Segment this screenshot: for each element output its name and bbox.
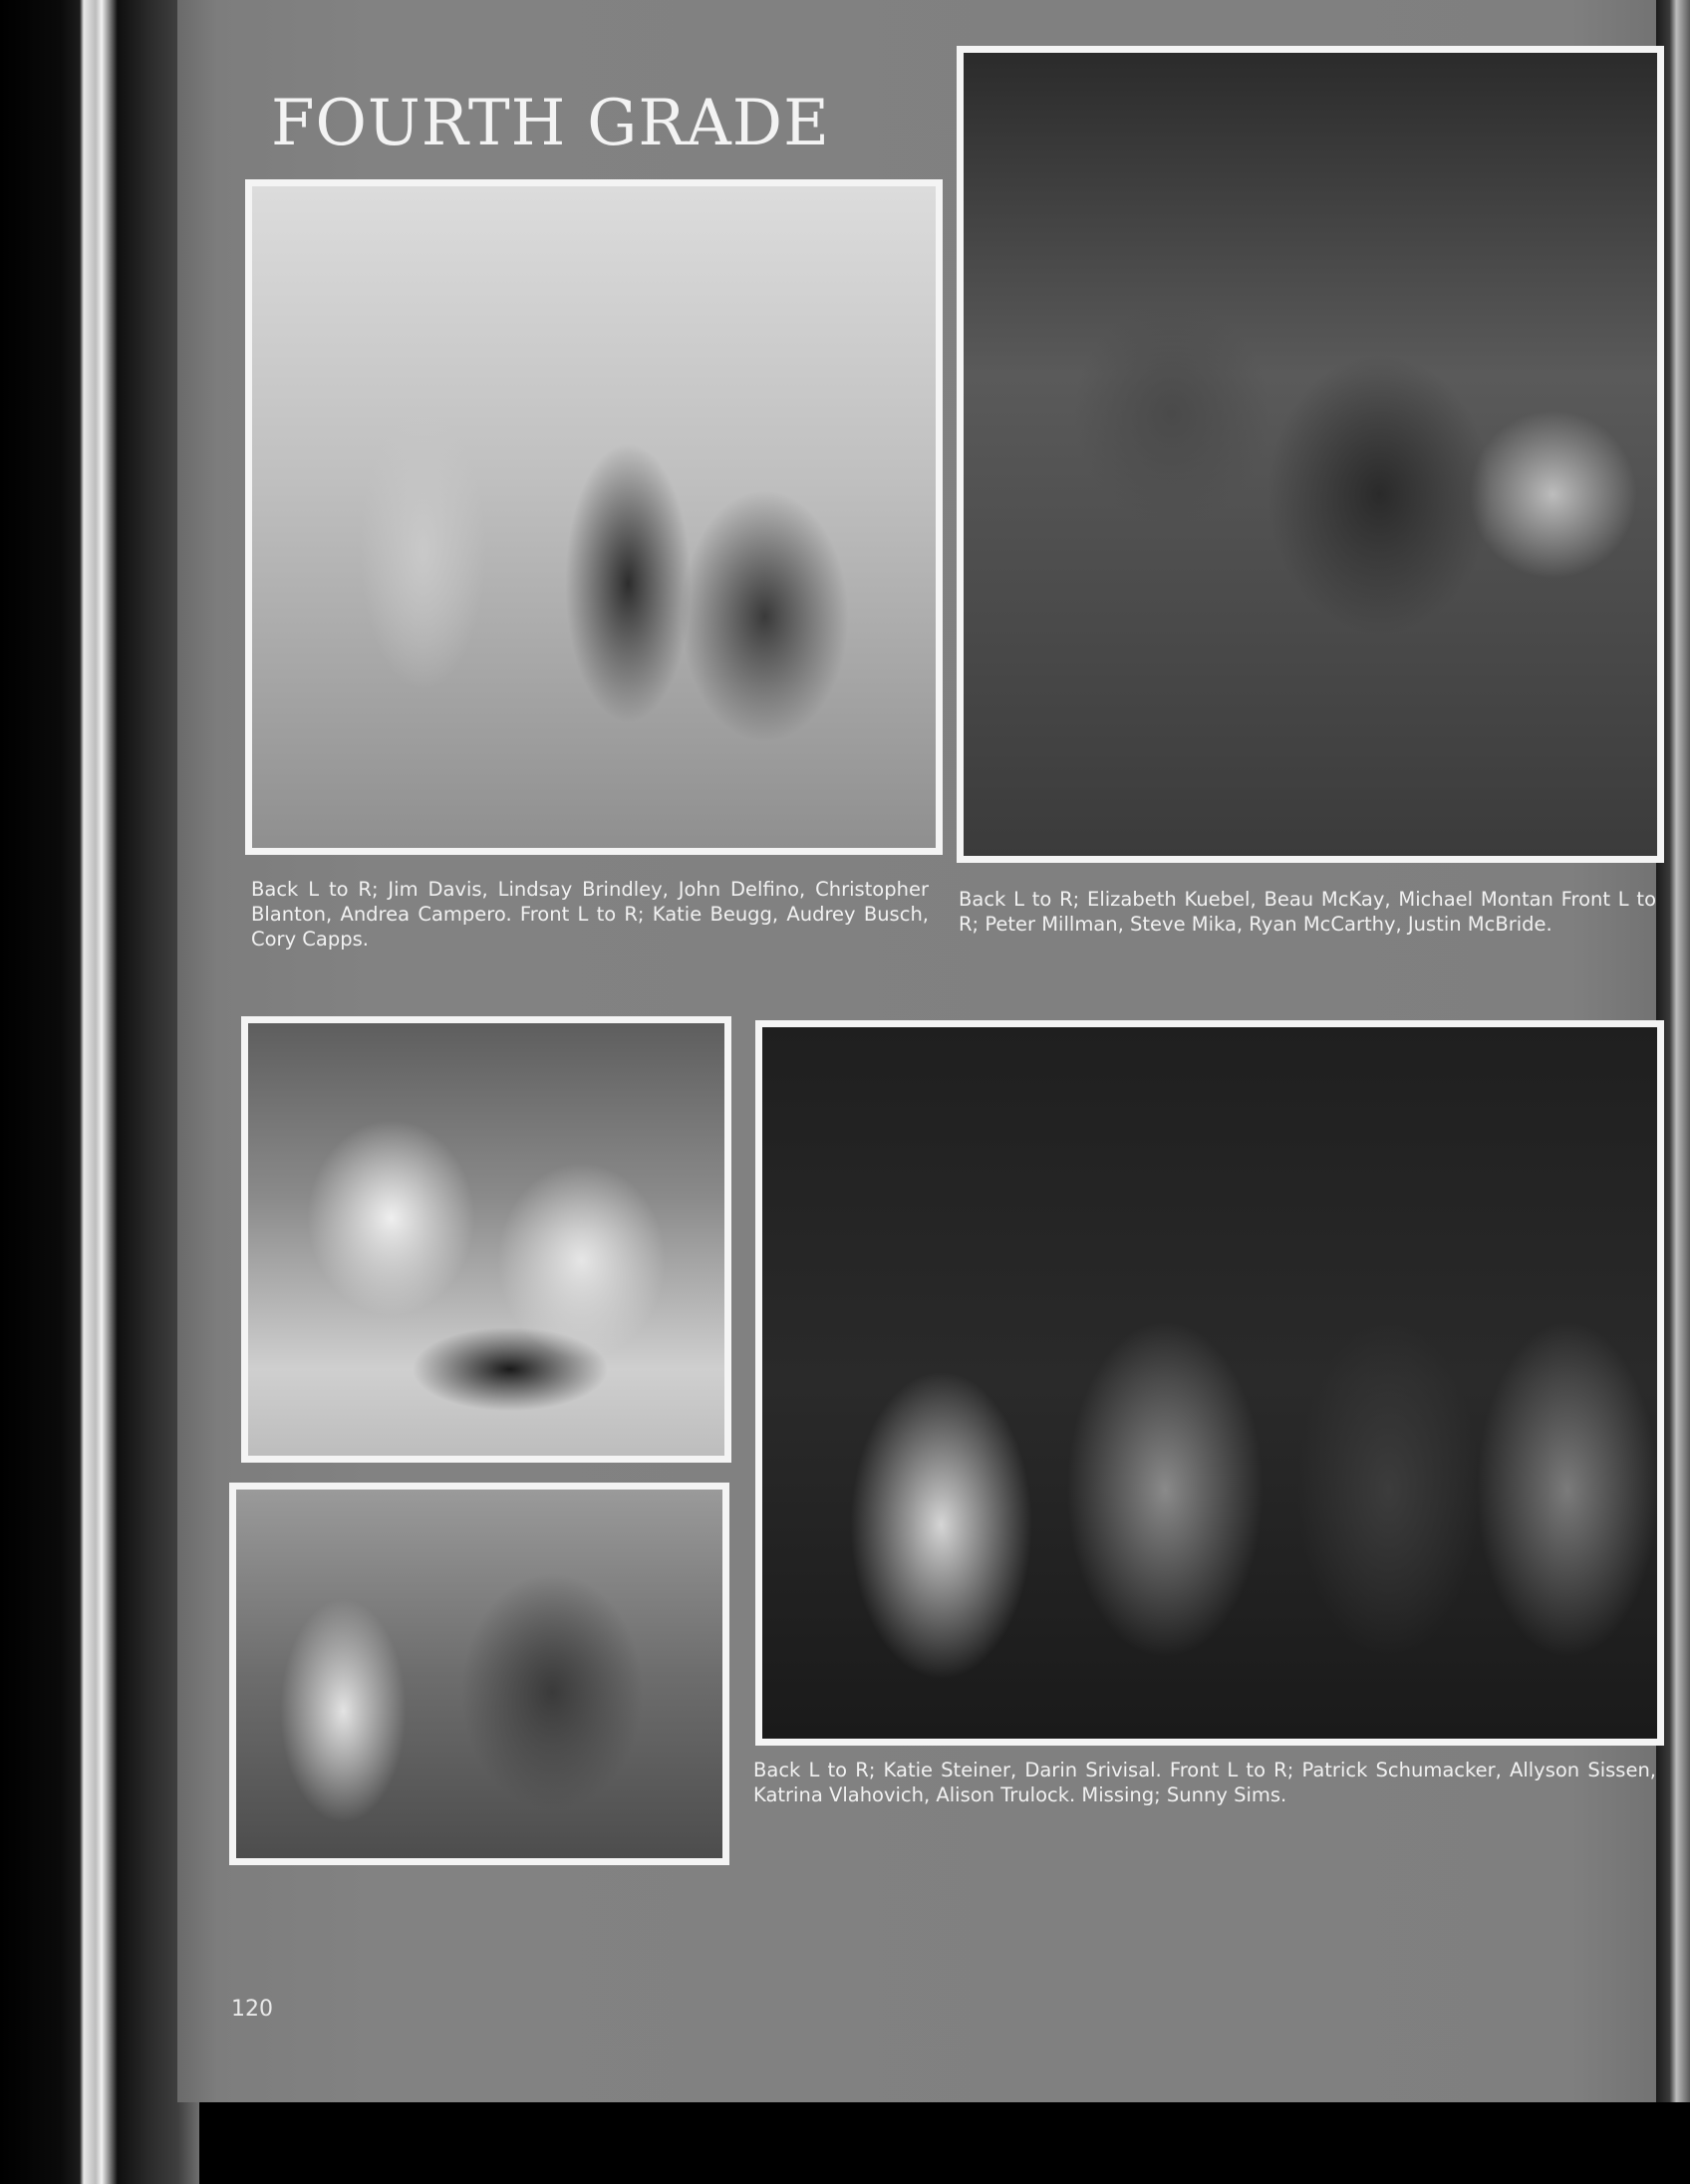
group-photo-image xyxy=(964,53,1657,856)
group-photo-image xyxy=(252,186,936,848)
candid-photo-image xyxy=(236,1490,722,1858)
candid-photo-image xyxy=(248,1023,724,1456)
class-photo-group-2 xyxy=(957,46,1664,863)
page-title: FOURTH GRADE xyxy=(271,87,830,160)
caption-group-1: Back L to R; Jim Davis, Lindsay Brindley, John Delfino, Christopher Blanton, Andrea Campero. Front L to R; Katie Beugg, Audrey Busch, Cory Capps. xyxy=(251,878,929,951)
class-photo-group-3 xyxy=(755,1020,1664,1746)
caption-group-2: Back L to R; Elizabeth Kuebel, Beau McKay, Michael Montan Front L to R; Peter Millman, Steve Mika, Ryan McCarthy, Justin McBride. xyxy=(959,888,1656,936)
classroom-candid-photo-2 xyxy=(229,1483,729,1865)
book-spine xyxy=(0,0,199,2184)
caption-group-3: Back L to R; Katie Steiner, Darin Srivisal. Front L to R; Patrick Schumacker, Allyson Sissen, Katrina Vlahovich, Alison Trulock. Missing; Sunny Sims. xyxy=(753,1759,1656,1806)
class-photo-group-1 xyxy=(245,179,943,855)
group-photo-image xyxy=(762,1027,1657,1739)
page-number: 120 xyxy=(231,1997,273,2022)
classroom-candid-photo-1 xyxy=(241,1016,731,1463)
